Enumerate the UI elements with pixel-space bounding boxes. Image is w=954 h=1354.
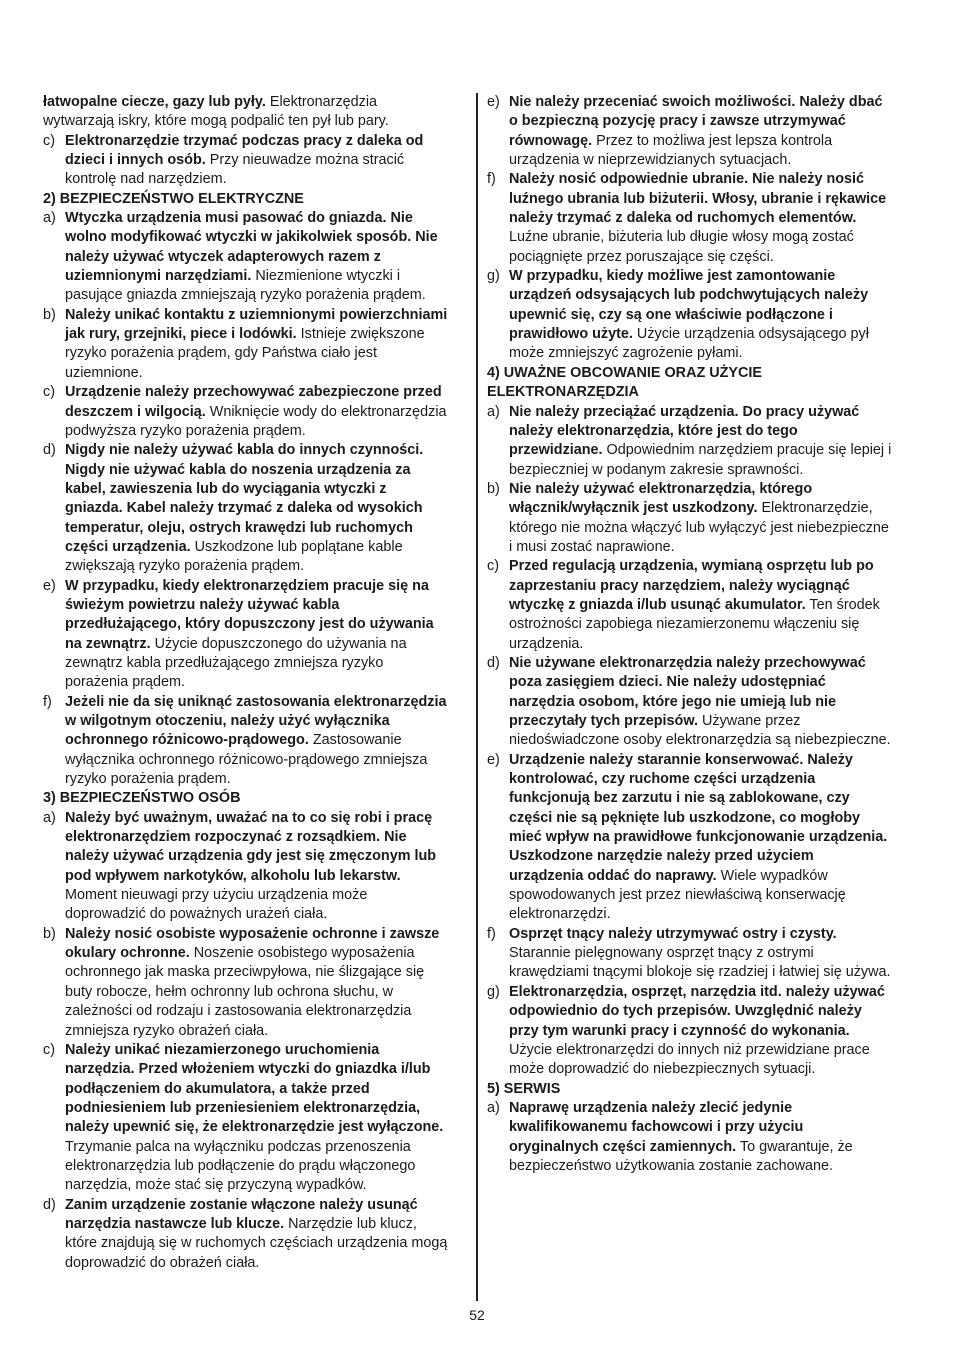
right-column <box>487 93 892 1176</box>
list-item-text: Odpowiednim narzędziem pracuje się lepiej i bezpieczniej w podanym zakresie sprawności. <box>509 442 892 478</box>
list-item-text: Zastosowanie wyłącznika ochronnego różnicowo-prądowego zmniejsza ryzyko porażenia prądem. <box>65 732 428 788</box>
list-item-bold-text: Nie należy przeceniać swoich możliwości. Należy dbać o bezpieczną pozycję pracy i zawsze utrzymywać równowagę. <box>509 94 883 149</box>
list-item <box>487 93 892 170</box>
list-item-body <box>509 170 892 267</box>
list-item-body <box>65 306 448 383</box>
list-item-text: To gwarantuje, że bezpieczeństwo użytkowania zostanie zachowane. <box>509 1138 853 1174</box>
paragraph-text: Elektronarzędzia wytwarzają iskry, które mogą podpalić ten pył lub pary. <box>43 94 389 130</box>
list-item-bold-text: Osprzęt tnący należy utrzymywać ostry i czysty. <box>509 925 837 942</box>
list-item-body <box>65 925 448 1041</box>
list-item-text: Wiele wypadków spowodowanych jest przez niewłaściwą konserwację elektronarzędzi. <box>509 867 846 923</box>
list-item-text: Starannie pielęgnowany osprzęt tnący z ostrymi krawędziami tnącymi blokoje się rzadziej i łatwiej się używa. <box>509 945 891 981</box>
list-item-body <box>65 383 448 441</box>
list-item <box>43 577 448 693</box>
list-item-body <box>509 1099 892 1176</box>
list-item-body <box>509 403 892 480</box>
list-item-bold-text: W przypadku, kiedy możliwe jest zamontowanie urządzeń odsysających lub podchwytujących należy upewnić się, czy są one właściwie podłączone i prawidłowo użyte. <box>509 268 869 343</box>
list-item-label: d) <box>487 654 500 671</box>
list-item-text: Narzędzie lub klucz, które znajdują się w ruchomych częściach urządzenia mogą doprowadzić do obrażeń ciała. <box>65 1215 448 1271</box>
list-item-text: Użycie dopuszczonego do używania na zewnątrz kabla przedłużającego zmniejsza ryzyko porażenia prądem. <box>65 635 407 691</box>
list-item <box>487 480 892 557</box>
list-item-body <box>509 751 892 925</box>
list-item <box>487 557 892 654</box>
list-item-text: Przy nieuwadze można stracić kontrolę nad narzędziem. <box>65 152 405 188</box>
list-item-label: c) <box>43 132 55 149</box>
list-item-bold-text: Nie należy przeciążać urządzenia. Do pracy używać należy elektronarzędzia, które jest do tego przewidziane. <box>509 403 860 459</box>
list-item-label: e) <box>487 94 500 110</box>
list-item-bold-text: Jeżeli nie da się uniknąć zastosowania elektronarzędzia w wilgotnym otoczeniu, należy użyć wyłącznika ochronnego różnicowo-prądowego. <box>65 693 447 749</box>
list-item-label: a) <box>43 210 56 227</box>
section-heading: 4) UWAŻNE OBCOWANIE ORAZ UŻYCIE ELEKTRONARZĘDZIA <box>487 364 763 401</box>
list-item <box>43 925 448 1041</box>
list-item-label: c) <box>487 558 499 575</box>
paragraph-bold-text: łatwopalne ciecze, gazy lub pyły. <box>43 94 266 110</box>
list-item-bold-text: Należy unikać niezamierzonego uruchomienia narzędzia. Przed włożeniem wtyczki do gniazdka i/lub podłączeniem do akumulatora, a także przed podniesieniem lub przeniesieniem elektronarzędzia, należy upewnić się, że elektronarzędzie jest wyłączone. <box>65 1041 444 1136</box>
list-item-bold-text: Należy nosić odpowiednie ubranie. Nie należy nosić luźnego ubrania lub biżuterii. Włosy, ubranie i rękawice należy trzymać z daleka od ruchomych elementów. <box>509 171 887 227</box>
list-item-bold-text: Elektronarzędzia, osprzęt, narzędzia itd. należy używać odpowiednio do tych przepisów. Uwzględnić należy przy tym warunki pracy i czynność do wykonania. <box>509 983 885 1039</box>
list-item-bold-text: Nie używane elektronarzędzia należy przechowywać poza zasięgiem dzieci. Nie należy udostępniać narzędzia osobom, które jego nie umieją lub nie przeczytały tych przepisów. <box>509 654 866 729</box>
list-item-body <box>509 557 892 654</box>
section-heading: 3) BEZPIECZEŃSTWO OSÓB <box>43 790 241 807</box>
list-item-text: Użycie urządzenia odsysającego pył może zmniejszyć zagrożenie pyłami. <box>509 326 869 362</box>
list-item <box>43 1196 448 1273</box>
list-item-bold-text: Urządzenie należy przechowywać zabezpieczone przed deszczem i wilgocią. <box>65 384 442 420</box>
list-item-text: Luźne ubranie, biżuteria lub długie włosy mogą zostać pociągnięte przez poruszające się części. <box>509 229 854 265</box>
list-item-body <box>65 209 448 306</box>
list-item-body <box>509 93 892 170</box>
list-item-body <box>65 441 448 576</box>
list-item-label: f) <box>43 693 52 710</box>
list-item-label: e) <box>43 577 56 594</box>
list-item-label: g) <box>487 268 500 285</box>
list-item-text: Trzymanie palca na wyłączniku podczas przenoszenia elektronarzędzia lub podłączenie do prądu włączonego narzędzia, może stać się przyczyną wypadków. <box>65 1138 416 1194</box>
list-item-label: d) <box>43 1196 56 1213</box>
column-divider <box>476 93 478 1301</box>
page-number: 52 <box>469 1307 485 1323</box>
list-item-text: Niezmienione wtyczki i pasujące gniazda zmniejszają ryzyko porażenia prądem. <box>65 268 426 304</box>
list-item-bold-text: Zanim urządzenie zostanie włączone należy usunąć narzędzia nastawcze lub klucze. <box>65 1196 418 1232</box>
list-item-body <box>509 925 892 983</box>
list-item-body <box>65 693 448 790</box>
list-item <box>43 209 448 306</box>
list-item-label: b) <box>43 306 56 323</box>
list-item-text: Wniknięcie wody do elektronarzędzia podwyższa ryzyko porażenia prądem. <box>65 403 447 439</box>
list-item <box>487 925 892 983</box>
list-item <box>43 693 448 790</box>
list-item-label: f) <box>487 171 496 188</box>
list-item-bold-text: Elektronarzędzie trzymać podczas pracy z daleka od dzieci i innych osób. <box>65 132 424 169</box>
list-item-label: b) <box>43 925 56 942</box>
list-item <box>43 809 448 925</box>
list-item <box>43 441 448 576</box>
list-item-label: f) <box>487 925 496 942</box>
list-item-bold-text: Nigdy nie należy używać kabla do innych czynności. Nigdy nie używać kabla do noszenia urządzenia za kabel, zawieszenia lub do wyciągania wtyczki z gniazda. Kabel należy trzymać z daleka od wysokich temperatur, oleju, ostrych krawędzi lub ruchomych części urządzenia. <box>65 442 424 555</box>
list-item-text: Uszkodzone lub poplątane kable zwiększają ryzyko porażenia prądem. <box>65 538 403 575</box>
list-item-bold-text: W przypadku, kiedy elektronarzędziem pracuje się na świeżym powietrzu należy używać kabla przedłużającego, który dopuszczony jest do używania na zewnątrz. <box>65 577 434 652</box>
list-item <box>487 267 892 364</box>
list-item-text: Przez to możliwa jest lepsza kontrola urządzenia w nieprzewidzianych sytuacjach. <box>509 132 833 169</box>
list-item <box>487 654 892 751</box>
list-item-text: Moment nieuwagi przy użyciu urządzenia może doprowadzić do poważnych urażeń ciała. <box>65 887 368 923</box>
list-item-text: Używane przez niedoświadczone osoby elektronarzędzia są niebezpieczne. <box>509 713 891 749</box>
list-item-text: Noszenie osobistego wyposażenia ochronnego jak maska przeciwpyłowa, nie ślizgające się buty robocze, hełm ochronny lub ochrona słuchu, w zależności od rodzaju i zastosowania elektronarzędzia zmniejsza ryzyko obrażeń ciała. <box>65 945 425 1039</box>
list-item-bold-text: Naprawę urządzenia należy zlecić jedynie kwalifikowanemu fachowcowi i przy użyciu oryginalnych części zamiennych. <box>509 1099 804 1155</box>
left-column <box>43 93 448 1273</box>
list-item-body <box>509 983 892 1080</box>
list-item-bold-text: Należy nosić osobiste wyposażenie ochronne i zawsze okulary ochronne. <box>65 925 440 962</box>
list-item <box>487 170 892 267</box>
list-item-label: a) <box>487 1099 500 1116</box>
list-item-body <box>65 132 448 190</box>
list-item-body <box>65 1196 448 1273</box>
list-item-text: Elektronarzędzie, którego nie można włączyć lub wyłączyć jest niebezpieczne i musi zostać naprawione. <box>509 500 889 555</box>
list-item <box>43 132 448 190</box>
section-heading: 2) BEZPIECZEŃSTWO ELEKTRYCZNE <box>43 190 304 207</box>
list-item-body <box>65 809 448 925</box>
list-item-label: d) <box>43 442 56 459</box>
list-item-bold-text: Należy być uważnym, uważać na to co się robi i pracę elektronarzędziem rozpoczynać z rozsądkiem. Nie należy używać urządzenia gdy jest się zmęczonym lub pod wpływem narkotyków, alkoholu lub lekarstw. <box>65 809 437 884</box>
list-item-label: a) <box>43 809 56 826</box>
list-item-bold-text: Należy unikać kontaktu z uziemnionymi powierzchniami jak rury, grzejniki, piece i lodówki. <box>65 306 448 343</box>
list-item <box>487 403 892 480</box>
list-item-label: a) <box>487 403 500 420</box>
list-item <box>487 1099 892 1176</box>
list-item <box>487 983 892 1080</box>
list-item <box>43 306 448 383</box>
list-item-bold-text: Przed regulacją urządzenia, wymianą osprzętu lub po zaprzestaniu pracy narzędziem, należy wyciągnąć wtyczkę z gniazda i/lub usunąć akumulator. <box>509 558 874 613</box>
list-item-body <box>509 267 892 364</box>
list-item-label: b) <box>487 480 500 497</box>
list-item-label: c) <box>43 1041 55 1058</box>
list-item <box>43 383 448 441</box>
list-item-label: e) <box>487 751 500 768</box>
list-item-label: g) <box>487 983 500 1000</box>
list-item-body <box>509 654 892 751</box>
paragraph <box>43 93 448 132</box>
list-item-text: Użycie elektronarzędzi do innych niż przewidziane prace może doprowadzić do niebezpiecznych sytuacji. <box>509 1041 870 1078</box>
list-item-label: c) <box>43 384 55 401</box>
list-item-bold-text: Wtyczka urządzenia musi pasować do gniazda. Nie wolno modyfikować wtyczki w jakikolwiek sposób. Nie należy używać wtyczek adapterowych razem z uziemnionymi narzędziami. <box>65 210 438 285</box>
list-item <box>487 751 892 925</box>
list-item-body <box>65 577 448 693</box>
list-item-text: Ten środek ostrożności zapobiega niezamierzonemu włączeniu się urządzenia. <box>509 596 880 652</box>
list-item-bold-text: Urządzenie należy starannie konserwować. Należy kontrolować, czy ruchome części urządzenia funkcjonują bez zarzutu i nie są zablokowane, czy części nie są pęknięte lub uszkodzone, co mogłoby mieć wpływ na prawidłowe funkcjonowanie urządzenia. Uszkodzone narzędzie należy przed użyciem urządzenia oddać do naprawy. <box>509 751 888 884</box>
list-item <box>43 1041 448 1196</box>
list-item-body <box>509 480 892 557</box>
list-item-bold-text: Nie należy używać elektronarzędzia, którego włącznik/wyłącznik jest uszkodzony. <box>509 480 813 517</box>
list-item-body <box>65 1041 448 1196</box>
section-heading: 5) SERWIS <box>487 1080 561 1097</box>
list-item-text: Istnieje zwiększone ryzyko porażenia prądem, gdy Państwa ciało jest uziemnione. <box>65 326 425 381</box>
